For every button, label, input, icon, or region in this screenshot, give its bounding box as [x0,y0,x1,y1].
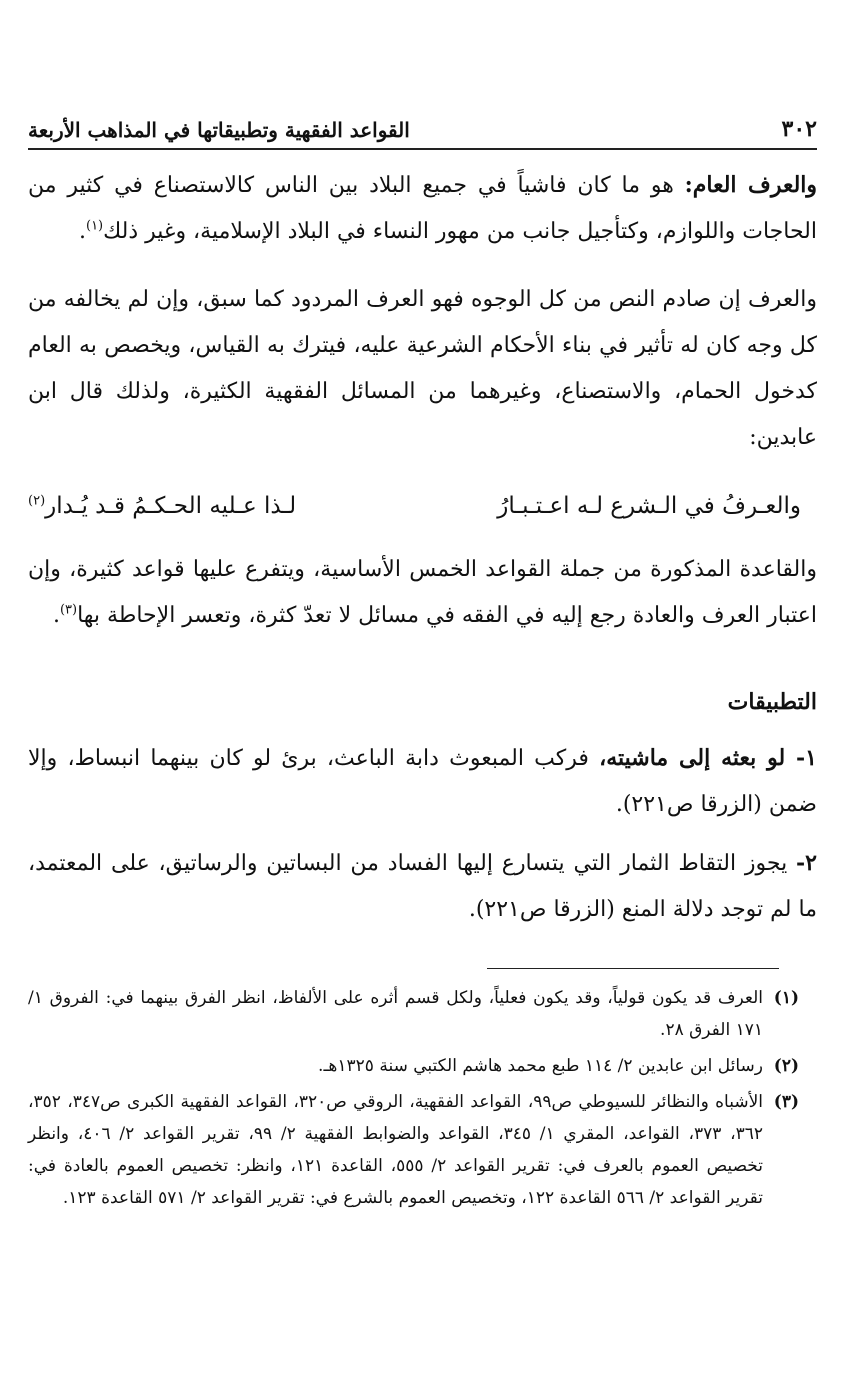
paragraph-rule-status [28,547,817,639]
paragraph-text: هو ما كان فاشياً في جميع البلاد بين الناس كالاستصناع في كثير من الحاجات واللوازم، وكتأجيل جانب من مهور النساء في البلاد الإسلامية، وغير ذلك [28,173,817,244]
poem-verse [28,483,817,529]
footnote-ref-2[interactable]: (٢) [28,493,46,509]
footnote-number: (٢) [773,1056,799,1076]
punctuation: . [78,219,86,244]
running-title: القواعد الفقهية وتطبيقاتها في المذاهب الأربعة [28,118,410,142]
main-text [28,162,817,945]
application-item-1 [28,735,817,828]
paragraph-custom-and-text: والعرف إن صادم النص من كل الوجوه فهو العرف المردود كما سبق، وإن لم يخالفه من كل وجه كان له تأثير في بناء الأحكام الشرعية عليه، فيترك به القياس، ويخصص به العام كدخول الحمام، والاستصناع، وغيرهما من المسائل الفقهية الكثيرة، ولذلك قال ابن عابدين: [28,287,817,450]
punctuation: . [52,603,60,628]
paragraph-text: والقاعدة المذكورة من جملة القواعد الخمس الأساسية، ويتفرع عليها قواعد كثيرة، وإن اعتبار العرف والعادة رجع إليه في الفقه في مسائل لا تعدّ كثرة، وتعسر الإحاطة بها [28,557,817,628]
term-general-custom: والعرف العام: [684,172,818,198]
footnote-ref-1[interactable]: (١) [85,218,104,234]
footnote-text: رسائل ابن عابدين ٢/ ١١٤ طبع محمد هاشم الكتبي سنة ١٣٢٥هـ. [318,1056,763,1076]
item-text: يجوز التقاط الثمار التي يتسارع إليها الفساد من البساتين والرساتيق، على المعتمد، ما لم توجد دلالة المنع (الزرقا ص٢٢١). [28,851,817,922]
item-number: ١- [796,745,817,771]
verse-first-hemistich: والعـرفُ في الـشرع لـه اعـتـبـارُ [497,493,801,519]
item-lead: لو بعثه إلى ماشيته، [599,745,797,771]
paragraph-general-custom [28,162,817,255]
verse-second-text: لـذا عـليه الحـكـمُ قـد يُـدار [45,493,297,519]
footnote-divider [487,968,779,969]
footnotes [28,982,799,1218]
footnote-ref-3[interactable]: (٣) [59,602,78,618]
footnote-text: الأشباه والنظائر للسيوطي ص٩٩، القواعد الفقهية، الروقي ص٣٢٠، القواعد الفقهية الكبرى ص٣٤٧، ٣٥٢، ٣٦٢، ٣٧٣، القواعد، المقري ١/ ٣٤٥، القواعد والضوابط الفقهية ٢/ ٩٩، تقرير القواعد ٢/ ٤٠٦، وانظر تخصيص العموم بالعرف في: تقرير القواعد ٢/ ٥٥٥، القاعدة ١٢١، وانظر: تخصيص العموم بالعادة في: تقرير القواعد ٢/ ٥٦٦ القاعدة ١٢٢، وتخصيص العموم بالشرع في: تقرير القواعد ٢/ ٥٧١ القاعدة ١٢٣. [28,1092,764,1208]
footnote-2 [28,1050,799,1082]
section-heading-applications: التطبيقات [727,689,817,715]
item-text: فركب المبعوث دابة الباعث، برئ لو كان بينهما انبساط، وإلا ضمن (الزرقا ص٢٢١). [28,746,817,817]
page-number: ٣٠٢ [781,116,817,142]
page-header [28,112,817,150]
footnote-3 [28,1086,799,1214]
item-number: ٢- [796,850,817,876]
footnote-text: العرف قد يكون قولياً، وقد يكون فعلياً، ولكل قسم أثره على الألفاظ، انظر الفرق بينهما في: الفروق ١/ ١٧١ الفرق ٢٨. [28,988,763,1040]
verse-second-hemistich [28,483,296,529]
footnote-number: (٣) [773,1092,799,1112]
footnote-1 [28,982,799,1046]
footnote-number: (١) [773,988,799,1008]
application-item-2 [28,840,817,933]
